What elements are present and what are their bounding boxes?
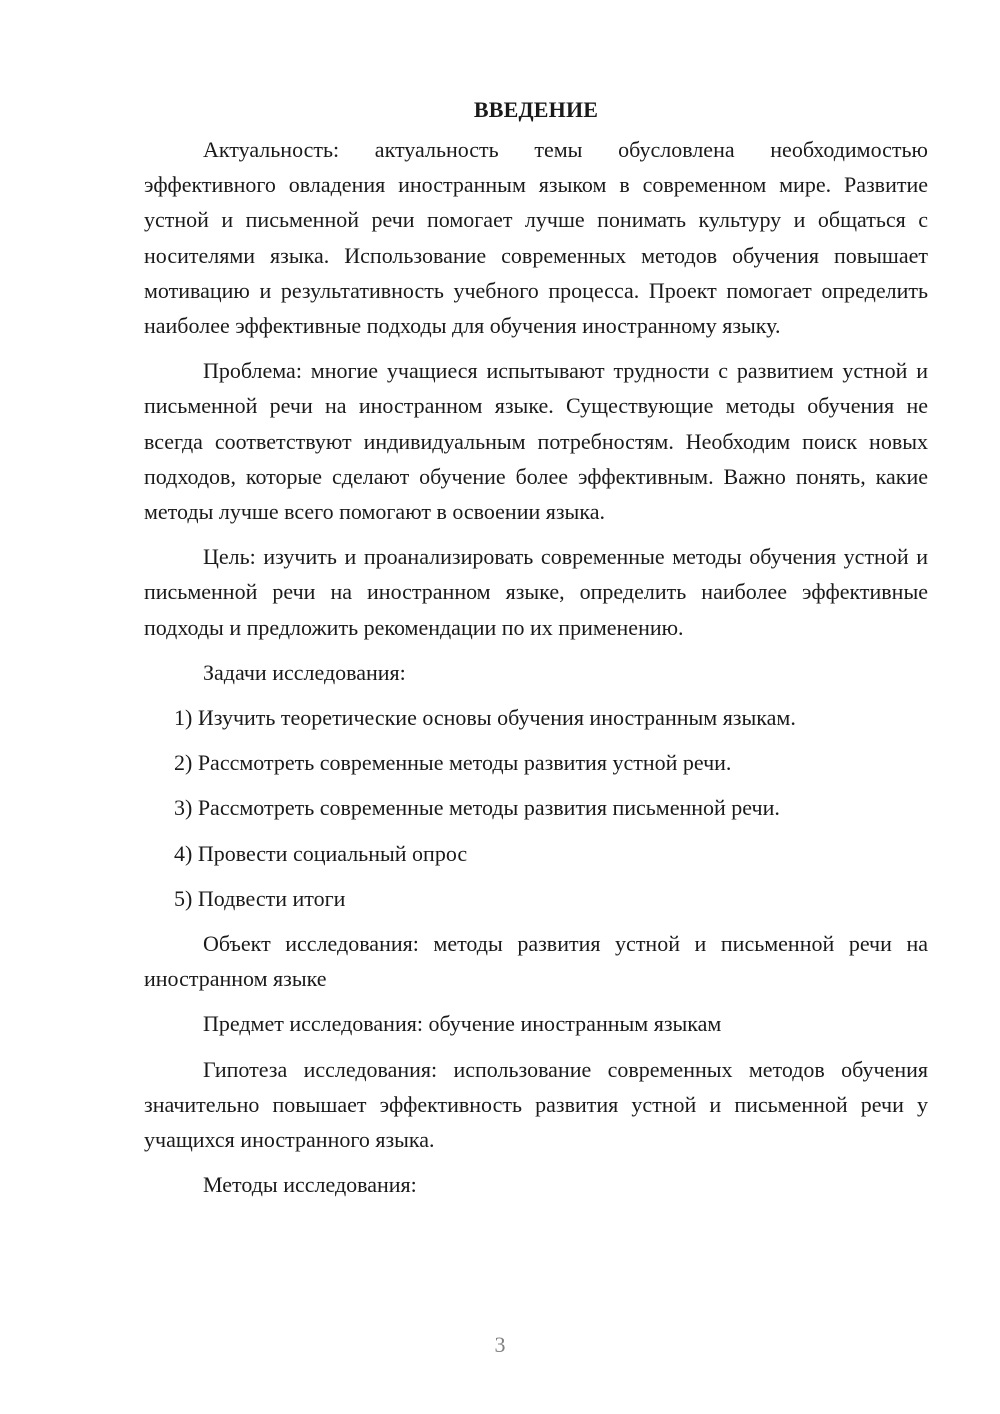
document-page (144, 92, 928, 1212)
goal-paragraph: Цель: изучить и проанализировать современные методы обучения устной и письменной речи на иностранном языке, определить наиболее эффективные подходы и предложить рекомендации по их применению. (144, 544, 928, 640)
section-title: ВВЕДЕНИЕ (473, 97, 599, 122)
page-number: 3 (494, 1332, 506, 1357)
task-item-5: 5) Подвести итоги (174, 885, 346, 911)
relevance-paragraph: Актуальность: актуальность темы обусловлена необходимостью эффективного овладения иностранным языком в современном мире. Развитие устной и письменной речи помогает лучше понимать культуру и общаться с носителями языка. Использование современных методов обучения повышает мотивацию и результативность учебного процесса. Проект помогает определить наиболее эффективные подходы для обучения иностранному языку. (144, 137, 928, 339)
hypothesis-paragraph: Гипотеза исследования: использование современных методов обучения значительно повышает эффективность развития устной и письменной речи у учащихся иностранного языка. (144, 1056, 928, 1153)
tasks-list (144, 700, 928, 916)
object-paragraph: Объект исследования: методы развития устной и письменной речи на иностранном языке (144, 931, 928, 992)
subject-paragraph: Предмет исследования: обучение иностранным языкам (203, 1011, 722, 1037)
methods-heading: Методы исследования: (203, 1172, 417, 1198)
task-item-3: 3) Рассмотреть современные методы развития письменной речи. (174, 795, 780, 821)
task-item-2: 2) Рассмотреть современные методы развития устной речи. (174, 750, 732, 776)
task-item-1: 1) Изучить теоретические основы обучения иностранным языкам. (174, 705, 796, 731)
tasks-heading: Задачи исследования: (203, 659, 406, 685)
task-item-4: 4) Провести социальный опрос (174, 840, 468, 866)
problem-paragraph: Проблема: многие учащиеся испытывают трудности с развитием устной и письменной речи на иностранном языке. Существующие методы обучения не всегда соответствуют индивидуальным потребностям. Необходим поиск новых подходов, которые сделают обучение более эффективным. Важно понять, какие методы лучше всего помогают в освоении языка. (144, 358, 928, 525)
